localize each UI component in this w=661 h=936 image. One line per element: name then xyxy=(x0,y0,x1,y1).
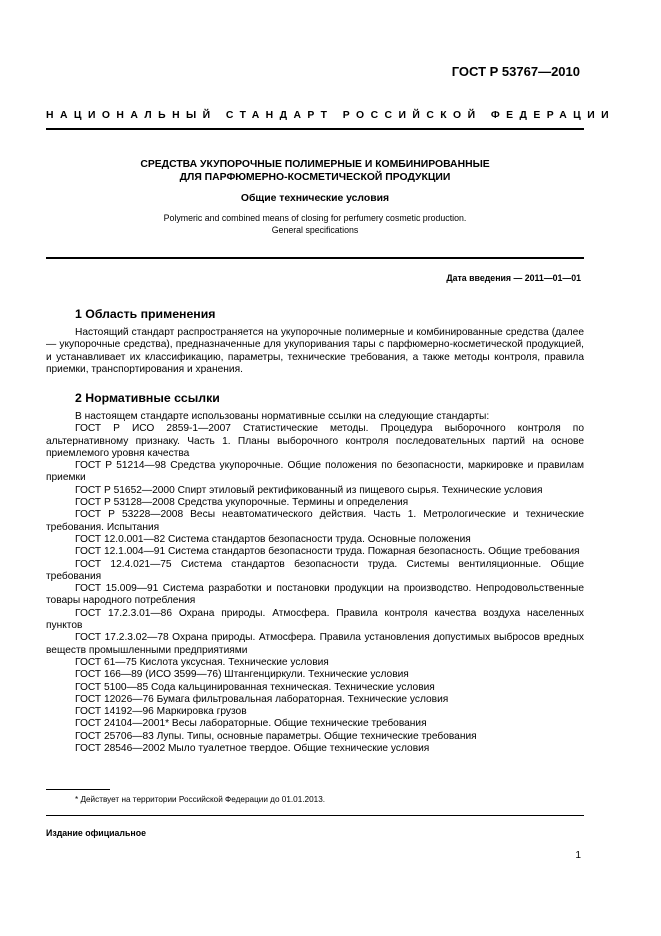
reference-item: ГОСТ 12026—76 Бумага фильтровальная лабораторная. Технические условия xyxy=(75,693,449,705)
footnote: * Действует на территории Российской Федерации до 01.01.2013. xyxy=(75,795,326,804)
reference-item: ГОСТ Р ИСО 2859-1—2007 Статистические методы. Процедура выборочного контроля по альтернативному признаку. Часть 1. Планы выборочного контроля последовательных партий на основе приемлемого уровня качества xyxy=(46,423,584,459)
page-number: 1 xyxy=(575,850,581,861)
gost-number: ГОСТ Р 53767—2010 xyxy=(451,64,580,79)
title-block xyxy=(46,158,584,236)
footnote-divider xyxy=(46,789,110,790)
section-2-heading: 2 Нормативные ссылки xyxy=(75,391,220,405)
section-1-paragraph: Настоящий стандарт распространяется на укупорочные полимерные и комбинированные средства (далее — укупорочные средства), предназначенные для укупоривания тары с парфюмерно-косметической продукцией, и устанавливает их классификацию, параметры, технические требования, а также методы контроля, правила приемки, транспортирования и хранения. xyxy=(46,327,584,375)
reference-item: ГОСТ 166—89 (ИСО 3599—76) Штангенциркули. Технические условия xyxy=(75,669,409,681)
section-2-body xyxy=(46,411,584,755)
national-standard-heading: НАЦИОНАЛЬНЫЙ СТАНДАРТ РОССИЙСКОЙ ФЕДЕРАЦИИ xyxy=(46,110,616,121)
title-line-1: СРЕДСТВА УКУПОРОЧНЫЕ ПОЛИМЕРНЫЕ И КОМБИНИРОВАННЫЕ xyxy=(140,159,490,170)
reference-item: ГОСТ Р 53128—2008 Средства укупорочные. Термины и определения xyxy=(75,497,409,509)
reference-item: ГОСТ Р 51214—98 Средства укупорочные. Общие положения по безопасности, маркировке и правилам приемки xyxy=(46,460,584,484)
reference-item: ГОСТ 5100—85 Сода кальцинированная техническая. Технические условия xyxy=(75,681,435,693)
middle-divider xyxy=(46,257,584,259)
reference-item: ГОСТ 12.0.001—82 Система стандартов безопасности труда. Основные положения xyxy=(75,533,471,545)
reference-item: ГОСТ 24104—2001* Весы лабораторные. Общие технические требования xyxy=(75,718,427,730)
english-title-line-2: General specifications xyxy=(271,224,359,235)
subtitle: Общие технические условия xyxy=(240,193,390,204)
introduction-date: Дата введения — 2011—01—01 xyxy=(446,273,581,283)
reference-item: ГОСТ 17.2.3.02—78 Охрана природы. Атмосфера. Правила установления допустимых выбросов вредных веществ промышленными предприятиями xyxy=(46,632,584,656)
reference-item: ГОСТ Р 51652—2000 Спирт этиловый ректификованный из пищевого сырья. Технические условия xyxy=(75,484,543,496)
reference-item: ГОСТ Р 53228—2008 Весы неавтоматического действия. Часть 1. Метрологические и технические требования. Испытания xyxy=(46,509,584,533)
reference-item: ГОСТ 61—75 Кислота уксусная. Технические условия xyxy=(75,656,329,668)
reference-item: ГОСТ 28546—2002 Мыло туалетное твердое. Общие технические условия xyxy=(75,743,430,755)
edition-label: Издание официальное xyxy=(46,828,146,838)
title-line-2: ДЛЯ ПАРФЮМЕРНО-КОСМЕТИЧЕСКОЙ ПРОДУКЦИИ xyxy=(179,172,451,183)
english-title xyxy=(46,213,584,236)
section-2-intro: В настоящем стандарте использованы нормативные ссылки на следующие стандарты: xyxy=(75,411,490,422)
reference-item: ГОСТ 14192—96 Маркировка грузов xyxy=(75,706,247,718)
section-1-heading: 1 Область применения xyxy=(75,307,216,321)
reference-item: ГОСТ 12.1.004—91 Система стандартов безопасности труда. Пожарная безопасность. Общие требования xyxy=(75,546,580,558)
reference-item: ГОСТ 12.4.021—75 Система стандартов безопасности труда. Системы вентиляционные. Общие требования xyxy=(46,558,584,582)
footer-divider xyxy=(46,815,584,816)
section-1-body xyxy=(46,327,584,376)
reference-item: ГОСТ 15.009—91 Система разработки и постановки продукции на производство. Непродовольственные товары народного потребления xyxy=(46,583,584,607)
reference-item: ГОСТ 25706—83 Лупы. Типы, основные параметры. Общие технические требования xyxy=(75,730,477,742)
reference-item: ГОСТ 17.2.3.01—86 Охрана природы. Атмосфера. Правила контроля качества воздуха населенных пунктов xyxy=(46,607,584,632)
english-title-line-1: Polymeric and combined means of closing for perfumery cosmetic production. xyxy=(163,213,467,223)
top-divider xyxy=(46,128,584,130)
